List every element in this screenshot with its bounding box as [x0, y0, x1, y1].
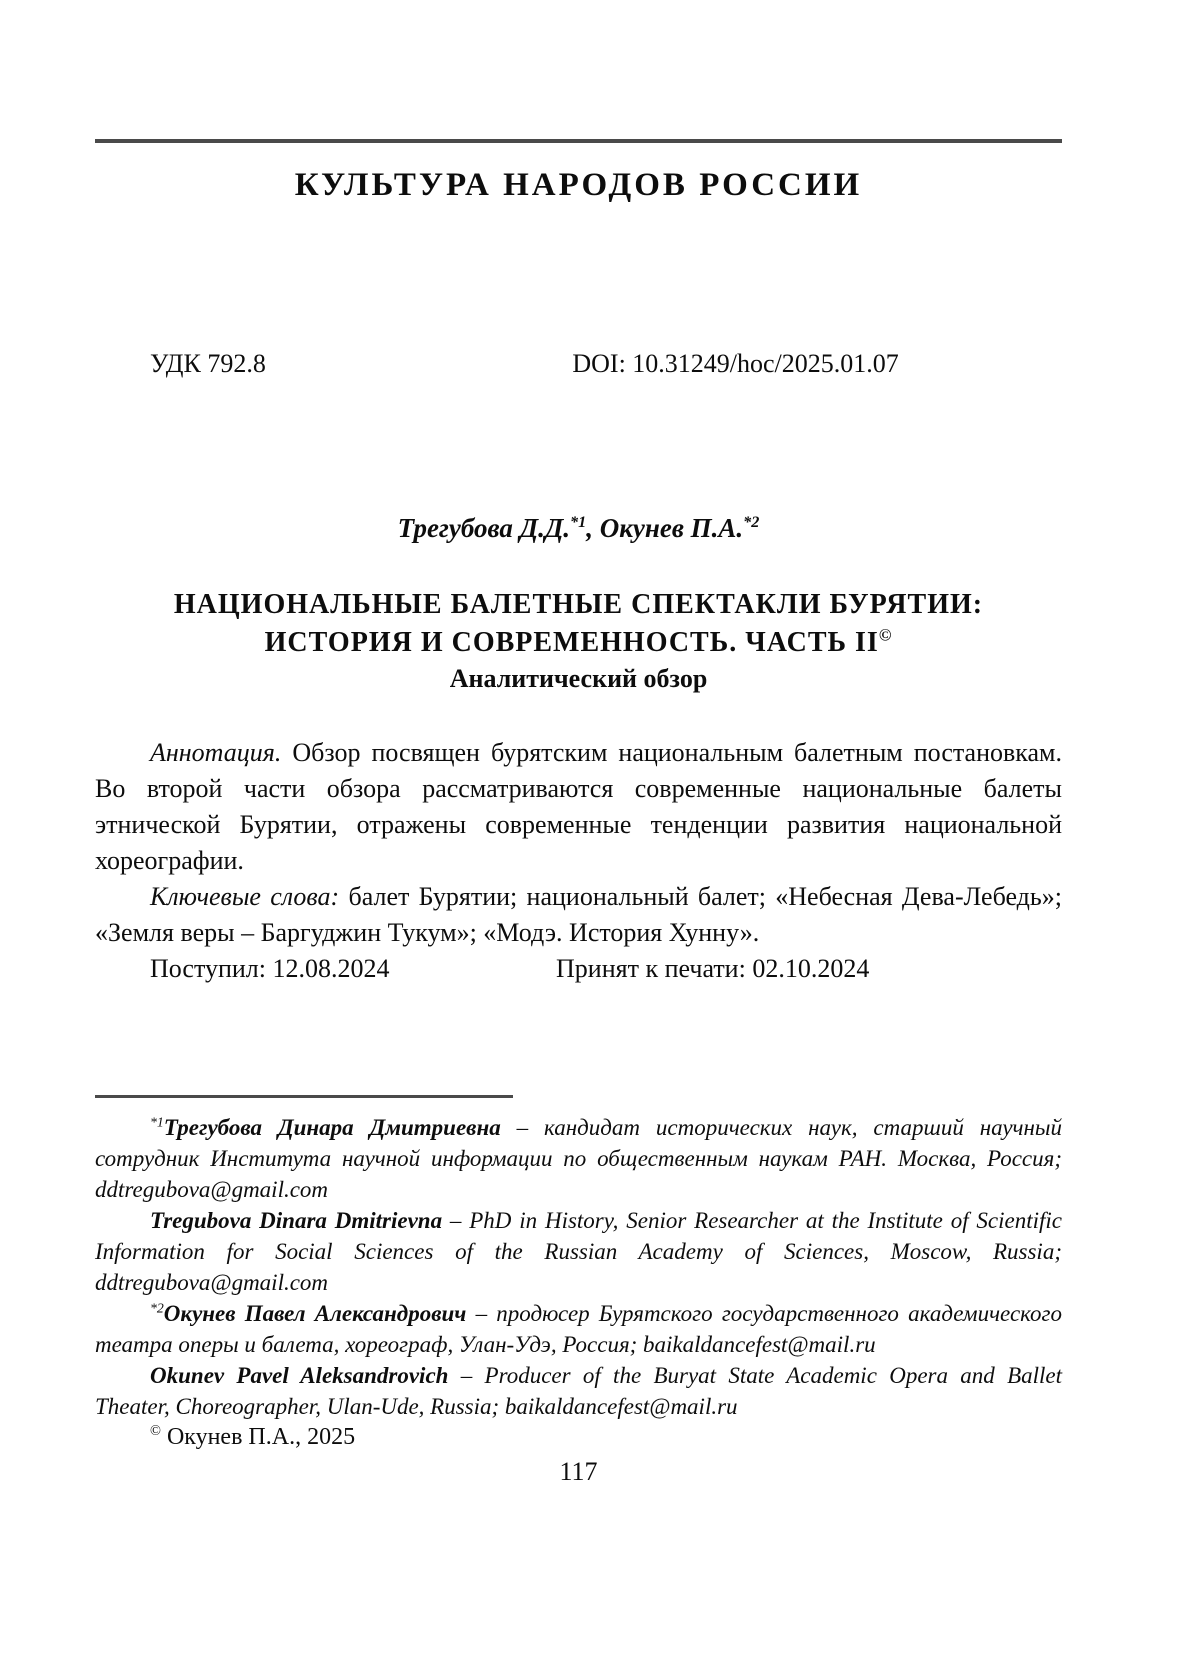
author-1-footnote-marker: *1: [570, 513, 587, 531]
header-rule: [95, 139, 1062, 143]
abstract-paragraph: [95, 735, 1062, 879]
footnote-text: – продюсер Бурятского государственного академического театра оперы и балета, хореограф, Улан-Удэ, Россия; baikaldancefest@mail.ru: [95, 1301, 1063, 1357]
journal-title: КУЛЬТУРА НАРОДОВ РОССИИ: [294, 167, 863, 203]
footnote-author-2-en: [95, 1360, 1062, 1422]
author-1-name: Трегубова Д.Д.: [397, 513, 571, 543]
author-2-name: Окунев П.А.: [599, 513, 744, 543]
footnote-text: – PhD in History, Senior Researcher at the Institute of Scientific Information for Social Sciences of the Russian Academy of Sciences, Moscow, Russia; ddtregubova@gmail.com: [95, 1208, 1062, 1295]
footnote-marker: *2: [150, 1300, 164, 1316]
footnote-author-1-en: [95, 1205, 1062, 1298]
footnote-author-name: Трегубова Динара Дмитриевна: [163, 1115, 501, 1140]
footnote-marker: *1: [150, 1114, 164, 1130]
authors-separator: ,: [586, 513, 600, 543]
keywords-label: Ключевые слова:: [150, 882, 340, 911]
article-title-line-1: НАЦИОНАЛЬНЫЕ БАЛЕТНЫЕ СПЕКТАКЛИ БУРЯТИИ:: [173, 589, 984, 620]
copyright-line: [95, 1422, 1062, 1453]
text-block: [95, 139, 1062, 1489]
received-date: Поступил: 12.08.2024: [150, 954, 390, 983]
dates-row: [95, 951, 1062, 987]
abstract-label: Аннотация.: [150, 738, 282, 767]
footnote-text: – Producer of the Buryat State Academic Opera and Ballet Theater, Choreographer, Ulan-Ude, Russia; baikaldancefest@mail.ru: [95, 1363, 1063, 1419]
footnote-text: – кандидат исторических наук, старший научный сотрудник Института научной информации по общественным наукам РАН. Москва, Россия; ddtregubova@gmail.com: [95, 1115, 1062, 1202]
doi-code: DOI: 10.31249/hoc/2025.01.07: [572, 349, 899, 378]
footnote-author-1-ru: [95, 1112, 1062, 1205]
footnote-author-name: Окунев Павел Александрович: [163, 1301, 467, 1326]
copyright-mark-icon: ©: [150, 1423, 161, 1439]
abstract-text: Обзор посвящен бурятским национальным балетным постановкам. Во второй части обзора рассматриваются современные национальные балеты этнической Бурятии, отражены современные тенденции развития национальной хореографии.: [95, 738, 1062, 875]
meta-row: [95, 346, 1062, 382]
page-number: 117: [559, 1457, 598, 1486]
author-2-footnote-marker: *2: [743, 513, 760, 531]
accepted-date: Принят к печати: 02.10.2024: [556, 954, 870, 983]
footnote-author-2-ru: [95, 1298, 1062, 1360]
copyright-text: Окунев П.А., 2025: [160, 1424, 356, 1450]
footnote-author-name: Tregubova Dinara Dmitrievna: [150, 1208, 443, 1233]
udc-code: УДК 792.8: [150, 349, 266, 378]
copyright-mark-icon: ©: [878, 625, 893, 645]
keywords-text: балет Бурятии; национальный балет; «Небесная Дева-Лебедь»; «Земля веры – Баргуджин Тукум»; «Модэ. История Хунну».: [95, 882, 1062, 947]
authors-line: [95, 510, 1062, 546]
keywords-paragraph: [95, 879, 1062, 951]
footnote-rule: [95, 1095, 513, 1098]
article-subtitle: Аналитический обзор: [449, 664, 708, 693]
footnotes-section: [95, 1112, 1062, 1453]
article-title: [95, 586, 1062, 662]
footnote-author-name: Okunev Pavel Aleksandrovich: [150, 1363, 449, 1388]
article-title-line-2: ИСТОРИЯ И СОВРЕМЕННОСТЬ. ЧАСТЬ II: [264, 627, 879, 658]
